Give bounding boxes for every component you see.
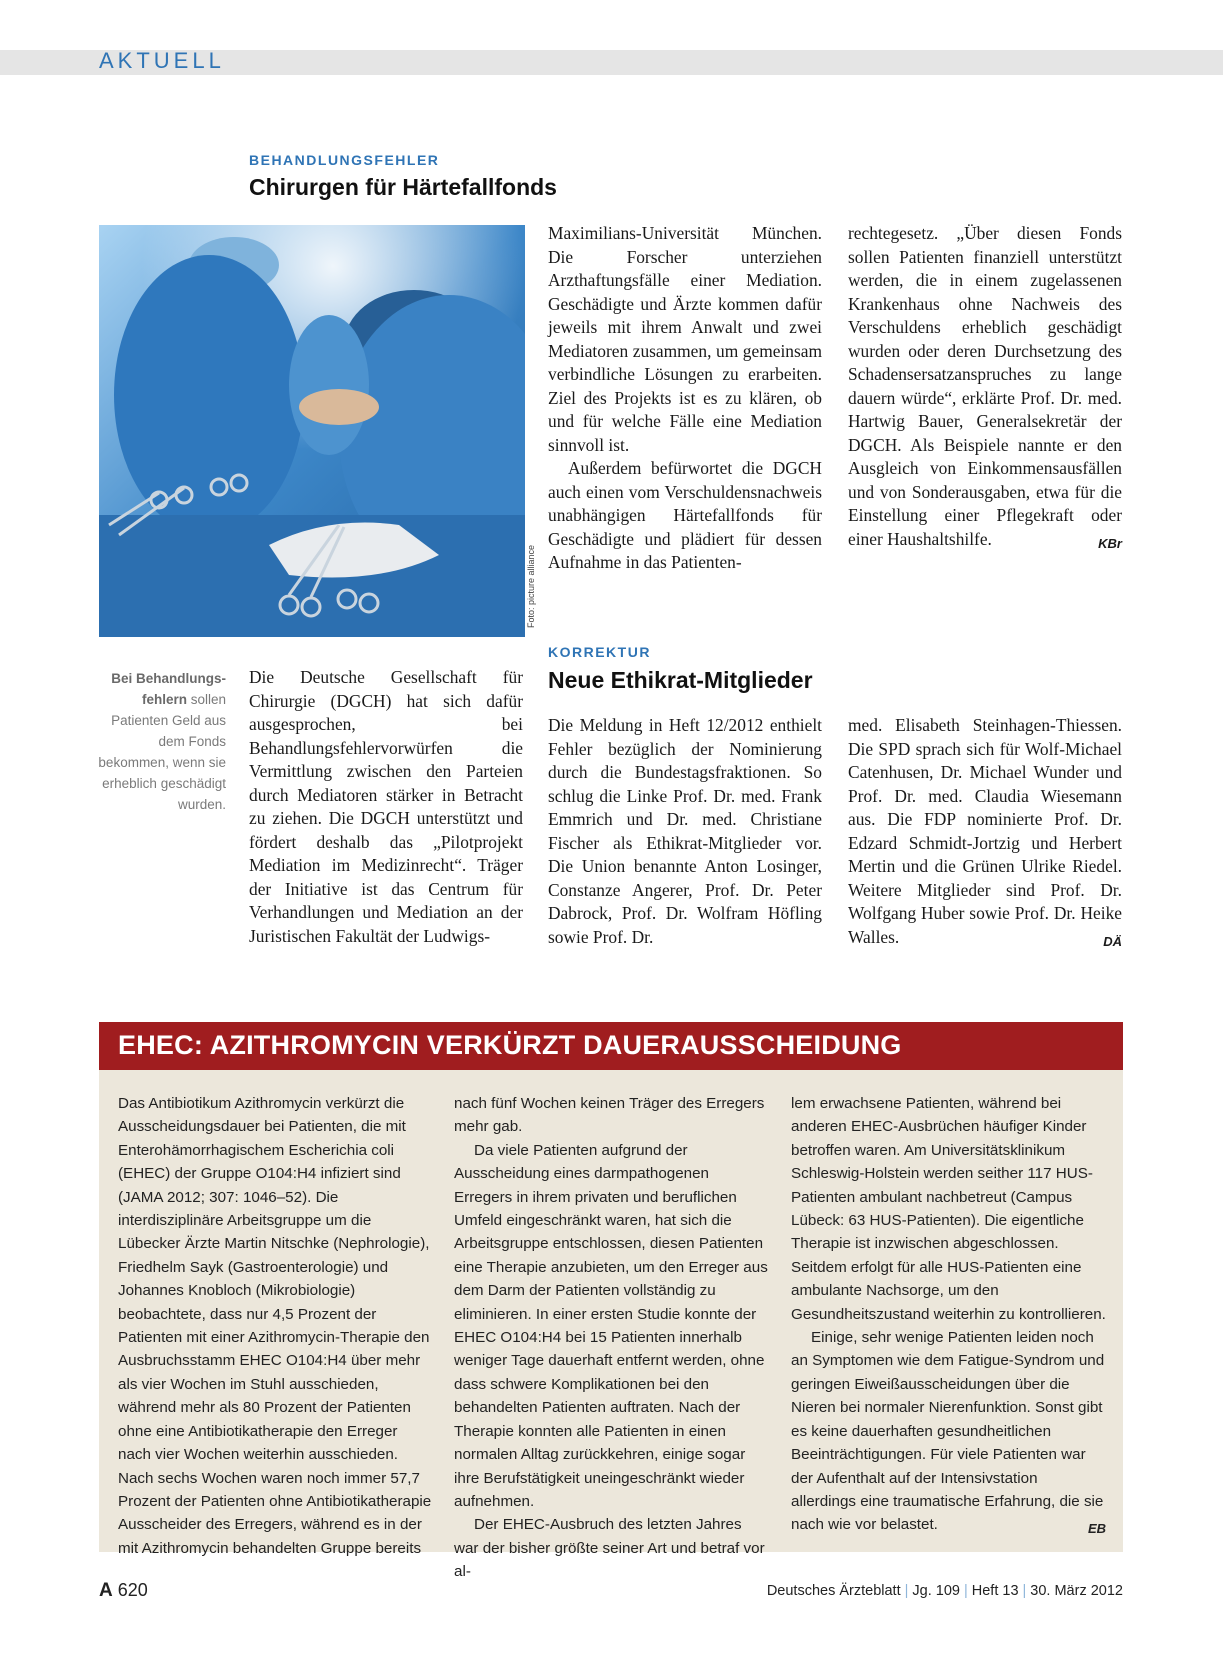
ehec-column-1 bbox=[118, 1092, 433, 1560]
ehec-col2-paragraph-1: nach fünf Wochen keinen Träger des Erregers mehr gab. bbox=[454, 1095, 765, 1136]
ehec-col1-paragraph: Das Antibiotikum Azithromycin verkürzt die Ausscheidungsdauer bei Patienten, die mit Enterohämorrhagischem Escherichia coli (EHEC) der Gruppe O104:H4 infiziert sind (JAMA 2012; 307: 1046–52). Die interdisziplinäre Arbeitsgruppe um die Lübecker Ärzte Martin Nitschke (Nephrologie), Friedhelm Sayk (Gastroenterologie) und Johannes Knobloch (Mikrobiologie) beobachtete, dass nur 4,5 Prozent der Patienten mit einer Azithromycin-Therapie den Ausbruchsstamm EHEC O104:H4 über mehr als vier Wochen im Stuhl ausschieden, während mehr als 80 Prozent der Patienten ohne eine Antibiotikatherapie den Erreger nach vier Wochen weiterhin ausschieden. Nach sechs Wochen waren noch immer 57,7 Prozent der Patienten ohne Antibiotikatherapie Ausscheider des Erregers, während es in der mit Azithromycin behandelten Gruppe bereits bbox=[118, 1095, 432, 1557]
article2-column-2 bbox=[848, 714, 1122, 953]
article2-col1-paragraph: Die Meldung in Heft 12/2012 enthielt Fehler bezüglich der Nominierung durch die Bundestagsfraktionen. So schlug die Linke Prof. Dr. med. Frank Emmrich und Dr. med. Christiane Fischer als Ethikrat-Mitglieder vor. Die Union benannte Anton Losinger, Constanze Angerer, Prof. Dr. Peter Dabrock, Prof. Dr. Wolfram Höfling sowie Prof. Dr. bbox=[548, 715, 822, 947]
ehec-col3-paragraph-1: lem erwachsene Patienten, während bei anderen EHEC-Ausbrüchen häufiger Kinder betroffen waren. Am Universitätsklinikum Schleswig-Holstein werden seither 117 HUS-Patienten ambulant nachbetreut (Campus Lübeck: 63 HUS-Patienten). Die eigentliche Therapie ist inzwischen abgeschlossen. Seitdem erfolgt für alle HUS-Patienten eine ambulante Nachsorge, um den Gesundheitszustand weiterhin zu kontrollieren. bbox=[791, 1095, 1106, 1323]
article2-col2-text: med. Elisabeth Steinhagen-Thiessen. Die SPD sprach sich für Wolf-Michael Catenhusen, Dr. Michael Wunder und Prof. Dr. med. Claudia Wiesemann aus. Die FDP nominierte Prof. Dr. Edzard Schmidt-Jortzig und Herbert Mertin und die Grünen Ulrike Riedel. Weitere Mitglieder sind Prof. Dr. Wolfgang Huber sowie Prof. Dr. Heike Walles. bbox=[848, 715, 1122, 947]
article2-kicker: KORREKTUR bbox=[548, 644, 651, 660]
article1-signature: KBr bbox=[1098, 535, 1122, 551]
article2-title: Neue Ethikrat-Mitglieder bbox=[548, 667, 813, 693]
caption-text: sollen Patienten Geld aus dem Fonds bekommen, wenn sie erheblich geschädigt wurden. bbox=[98, 692, 226, 812]
page-number-value: 620 bbox=[117, 1580, 148, 1600]
article1-column-1 bbox=[249, 666, 523, 948]
article2-column-1 bbox=[548, 714, 822, 949]
article1-col3-paragraph bbox=[848, 222, 1122, 551]
article1-kicker: BEHANDLUNGSFEHLER bbox=[249, 152, 440, 168]
page-number bbox=[99, 1580, 148, 1602]
article1-col2-paragraph-2: Außerdem befürwortet die DGCH auch einen vom Verschuldensnachweis unabhängigen Härtefallfonds für Geschädigte und plädiert für dessen Aufnahme in das Patienten- bbox=[548, 458, 822, 572]
ehec-signature: EB bbox=[1087, 1521, 1106, 1537]
photo-caption bbox=[96, 668, 226, 815]
journal-date: 30. März 2012 bbox=[1030, 1583, 1123, 1599]
article1-col1-paragraph: Die Deutsche Gesellschaft für Chirurgie (DGCH) hat sich dafür ausgesprochen, bei Behandlungsfehlervorwürfen die Vermittlung zwischen den Parteien durch Mediatoren stärker in Betracht zu ziehen. Die DGCH unterstützt und fördert deshalb das „Pilotprojekt Mediation im Medizinrecht“. Träger der Initiative ist das Centrum für Verhandlungen und Mediation an der Juristischen Fakultät der Ludwigs- bbox=[249, 667, 523, 946]
article1-column-3 bbox=[848, 222, 1122, 555]
journal-volume: Jg. 109 bbox=[912, 1583, 960, 1599]
journal-info: Deutsches Ärzteblatt | Jg. 109 | Heft 13 | 30. März 2012 bbox=[766, 1583, 1123, 1599]
ehec-title: EHEC: AZITHROMYCIN VERKÜRZT DAUERAUSSCHEIDUNG bbox=[118, 1030, 902, 1060]
page-prefix: A bbox=[99, 1580, 113, 1601]
caption-bold: Bei Behandlungs-fehlern bbox=[111, 671, 226, 707]
ehec-col2-paragraph-2: Da viele Patienten aufgrund der Ausscheidung eines darmpathogenen Erregers in ihrem privaten und beruflichen Umfeld eingeschränkt waren, hat sich die Arbeitsgruppe entschlossen, diesen Patienten eine Therapie anzubieten, um den Erreger aus dem Darm der Patienten vollständig zu eliminieren. In einer ersten Studie konnte der EHEC O104:H4 bei 15 Patienten innerhalb weniger Tage dauerhaft entfernt werden, ohne dass schwere Komplikationen bei den behandelten Patienten auftraten. Nach der Therapie konnten alle Patienten in einen normalen Alltag zurückkehren, einige sogar ihre Berufstätigkeit uneingeschränkt wieder aufnehmen. bbox=[454, 1141, 768, 1510]
ehec-column-3 bbox=[791, 1092, 1106, 1541]
article2-signature: DÄ bbox=[1103, 933, 1122, 949]
article1-col2-paragraph-1: Maximilians-Universität München. Die Forscher unterziehen Arzthaftungsfälle einer Mediation. Geschädigte und Ärzte kommen dafür jeweils mit ihrem Anwalt und zwei Mediatoren zusammen, um gemeinsam verbindliche Lösungen zu erarbeiten. Ziel des Projekts ist es zu klären, ob und für welche Fälle eine Mediation sinnvoll ist. bbox=[548, 223, 822, 455]
article1-column-2 bbox=[548, 222, 822, 575]
journal-name: Deutsches Ärzteblatt bbox=[766, 1583, 901, 1599]
article1-title: Chirurgen für Härtefallfonds bbox=[249, 174, 557, 200]
photo-credit: Foto: picture alliance bbox=[526, 544, 536, 628]
article1-col3-text: rechtegesetz. „Über diesen Fonds sollen Patienten finanziell unterstützt werden, die in einem zugelassenen Krankenhaus ohne Nachweis des Verschuldens erheblich geschädigt wurden oder deren Durchsetzung des Schadensersatzanspruches zu lange dauern würde“, erklärte Prof. Dr. med. Hartwig Bauer, Generalsekretär der DGCH. Als Beispiele nannte er den Ausgleich von Einkommensausfällen und von Sonderausgaben, etwa für die Einstellung einer Pflegekraft oder einer Haushaltshilfe. bbox=[848, 223, 1122, 549]
ehec-column-2 bbox=[454, 1092, 769, 1584]
surgery-photo bbox=[99, 225, 525, 637]
journal-issue: Heft 13 bbox=[971, 1583, 1019, 1599]
ehec-col3-text: Einige, sehr wenige Patienten leiden noch an Symptomen wie dem Fatigue-Syndrom und geringen Eiweißausscheidungen über die Nieren bei normaler Nierenfunktion. Sonst gibt es keine dauerhaften gesundheitlichen Beeinträchtigungen. Für viele Patienten war der Aufenthalt auf der Intensivstation allerdings eine traumatische Erfahrung, die sie nach wie vor belastet. bbox=[791, 1329, 1105, 1534]
ehec-col2-paragraph-3: Der EHEC-Ausbruch des letzten Jahres war der bisher größte seiner Art und betraf vor al- bbox=[454, 1516, 765, 1581]
section-label: AKTUELL bbox=[99, 48, 225, 73]
article2-col2-paragraph bbox=[848, 714, 1122, 949]
ehec-col3-paragraph-2 bbox=[791, 1326, 1106, 1537]
